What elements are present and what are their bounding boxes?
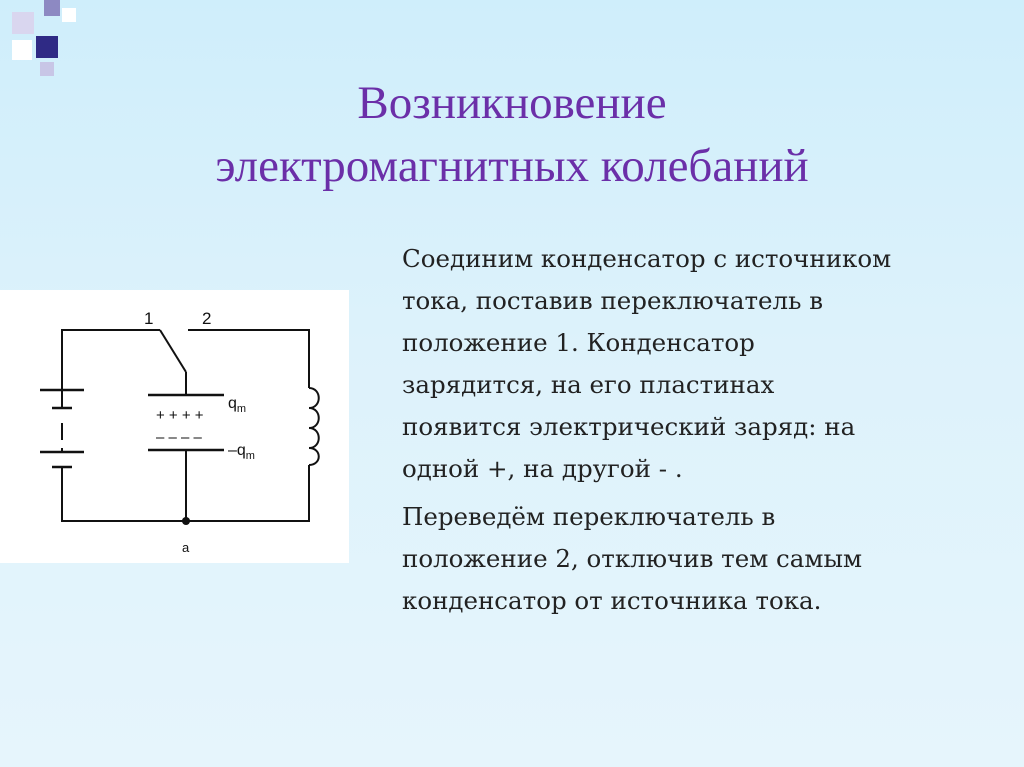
lc-circuit-diagram — [0, 290, 349, 563]
charge-q: q — [228, 395, 237, 412]
capacitor-plus-charges: + + + + — [156, 407, 204, 424]
switch-blade — [160, 330, 186, 372]
wire-left-top — [62, 330, 160, 390]
switch-label-1: 1 — [144, 309, 154, 328]
charge-label-bottom — [228, 442, 255, 462]
node-label-a: a — [182, 540, 190, 555]
paragraph-line: положение 1. Конденсатор — [402, 328, 755, 357]
slide-title — [40, 72, 984, 198]
circuit-svg — [0, 290, 349, 563]
charge-q: –q — [228, 442, 246, 459]
slide-title-line: электромагнитных колебаний — [215, 140, 809, 192]
charge-subscript: m — [245, 450, 255, 462]
paragraph-charging — [402, 238, 1002, 490]
corner-decoration-square — [62, 8, 76, 22]
paragraph-line: тока, поставив переключатель в — [402, 286, 824, 315]
charge-label-top — [228, 395, 246, 415]
paragraph-line: зарядится, на его пластинах — [402, 370, 775, 399]
paragraph-line: одной +, на другой - . — [402, 454, 683, 483]
wire-right-top — [188, 330, 309, 388]
junction-node — [182, 517, 190, 525]
paragraph-switching — [402, 496, 1002, 622]
slide-title-line: Возникновение — [357, 77, 667, 129]
paragraph-line: Соединим конденсатор с источником — [402, 244, 892, 273]
paragraph-line: положение 2, отключив тем самым — [402, 544, 862, 573]
slide-body-text — [402, 238, 1002, 628]
corner-decoration-square — [12, 12, 34, 34]
paragraph-line: Переведём переключатель в — [402, 502, 776, 531]
switch-label-2: 2 — [202, 309, 212, 328]
corner-decoration-square — [44, 0, 60, 16]
inductor-coil — [309, 388, 319, 465]
corner-decoration-square — [12, 40, 32, 60]
paragraph-line: появится электрический заряд: на — [402, 412, 856, 441]
charge-subscript: m — [236, 403, 247, 415]
capacitor-minus-charges: – – – – — [156, 429, 202, 446]
corner-decoration-square — [36, 36, 58, 58]
paragraph-line: конденсатор от источника тока. — [402, 586, 822, 615]
